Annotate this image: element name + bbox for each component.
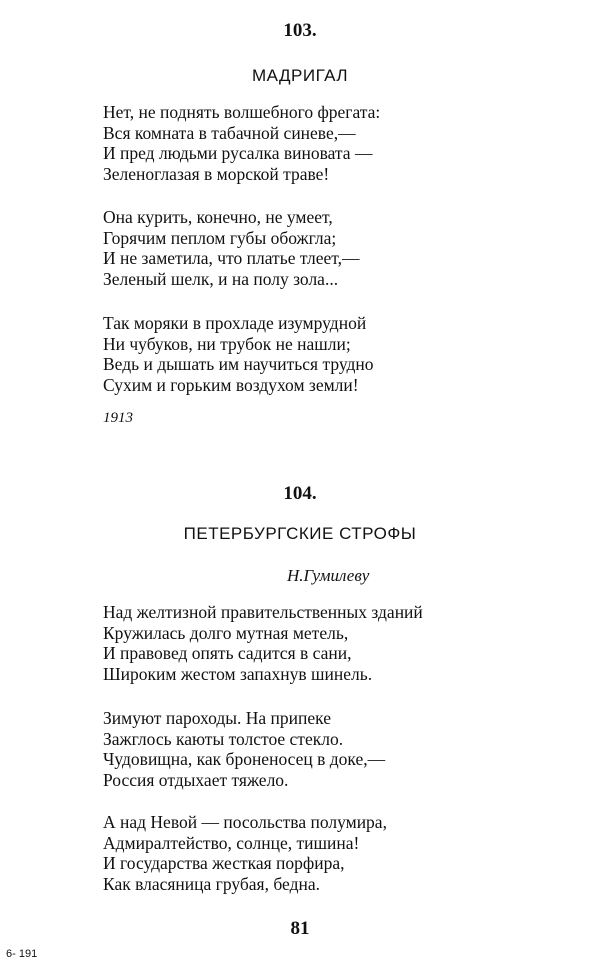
page-number: 81: [290, 918, 310, 939]
stanza: [103, 812, 387, 894]
verse-line: Так моряки в прохладе изумрудной: [103, 313, 367, 333]
verse-line: Ни чубуков, ни трубок не нашли;: [103, 333, 351, 354]
poem-year: 1913: [103, 410, 133, 426]
poem-title: ПЕТЕРБУРГСКИЕ СТРОФЫ: [183, 524, 417, 543]
poem-number: 103.: [283, 20, 317, 41]
verse-line: Ведь и дышать им научиться трудно: [103, 354, 374, 374]
stanza: [103, 207, 360, 289]
verse-line: Зимуют пароходы. На припеке: [103, 708, 331, 728]
verse-line: Адмиралтейство, солнце, тишина!: [103, 832, 360, 853]
verse-line: Чудовищна, как броненосец в доке,—: [103, 749, 386, 769]
verse-line: Зеленый шелк, и на полу зола...: [103, 268, 339, 289]
verse-line: А над Невой — посольства полумира,: [103, 812, 387, 832]
verse-line: Зеленоглазая в морской траве!: [103, 163, 330, 184]
printer-signature: 6- 191: [6, 948, 38, 960]
verse-line: Вся комната в табачной синеве,—: [103, 122, 356, 143]
stanza: [103, 313, 374, 395]
verse-line: И государства жесткая порфира,: [103, 853, 345, 873]
verse-line: И пред людьми русалка виновата —: [103, 143, 373, 163]
verse-line: Она курить, конечно, не умеет,: [103, 207, 333, 227]
verse-line: Сухим и горьким воздухом земли!: [103, 374, 359, 395]
verse-line: Зажглось каюты толстое стекло.: [103, 728, 344, 749]
stanza: [103, 708, 385, 790]
verse-line: Нет, не поднять волшебного фрегата:: [103, 102, 381, 122]
verse-line: Кружилась долго мутная метель,: [103, 622, 349, 643]
verse-line: И правовед опять садится в сани,: [103, 643, 352, 663]
verse-line: Над желтизной правительственных зданий: [103, 602, 423, 622]
poem-number: 104.: [283, 483, 317, 504]
verse-line: Широким жестом запахнув шинель.: [103, 663, 373, 684]
stanza: [103, 602, 423, 684]
stanza: [103, 102, 380, 184]
verse-line: И не заметила, что платье тлеет,—: [103, 248, 360, 268]
verse-line: Как власяница грубая, бедна.: [103, 873, 320, 894]
verse-line: Горячим пеплом губы обожгла;: [103, 227, 337, 248]
poem-dedication: Н.Гумилеву: [287, 566, 370, 585]
verse-line: Россия отдыхает тяжело.: [103, 769, 289, 790]
poem-title: МАДРИГАЛ: [251, 66, 349, 85]
